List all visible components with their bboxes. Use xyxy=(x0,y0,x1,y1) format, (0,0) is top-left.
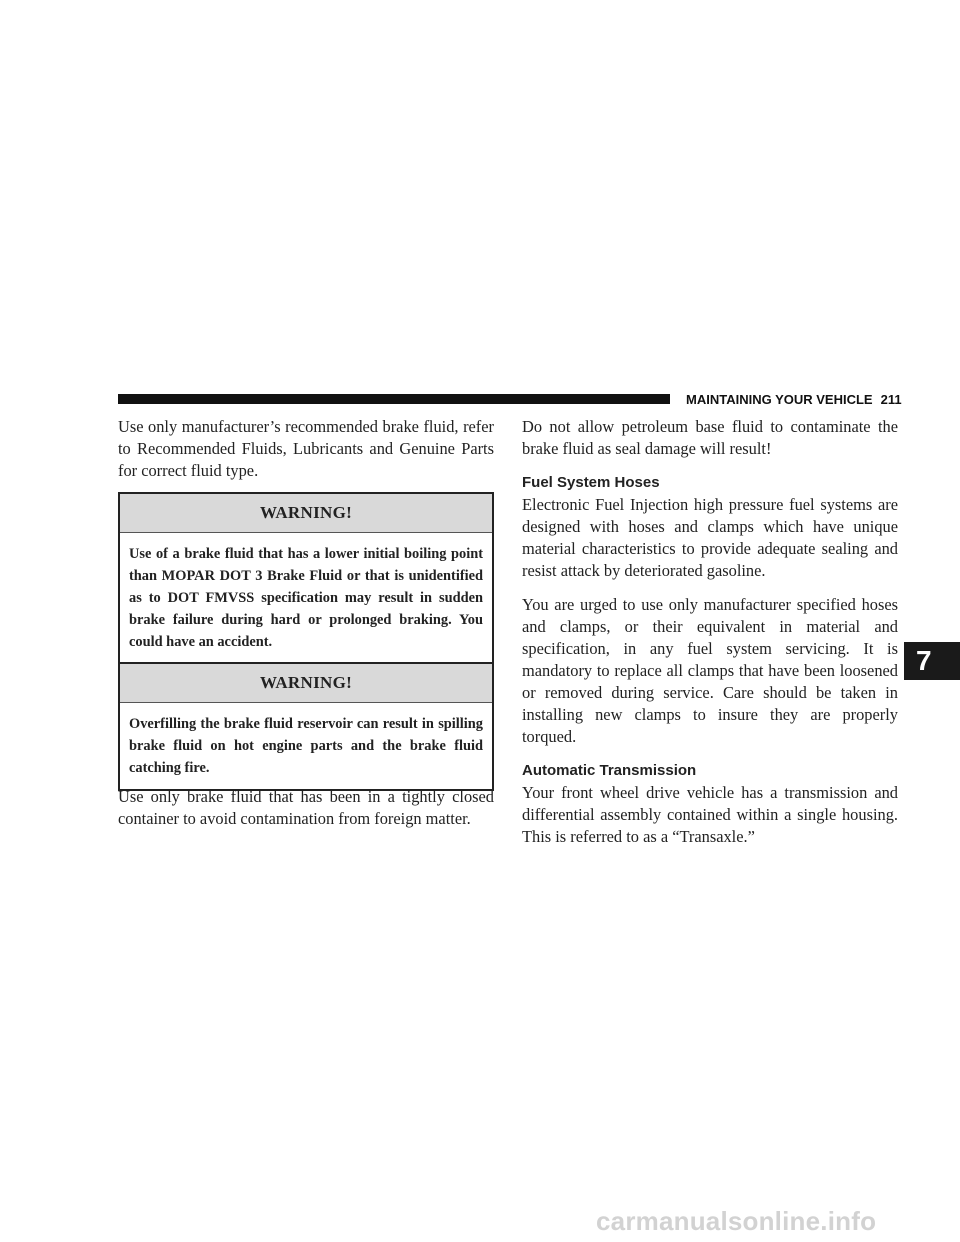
petroleum-warning-text: Do not allow petroleum base fluid to contaminate the brake fluid as seal damage will result! xyxy=(522,417,898,458)
brake-fluid-closing: Use only brake fluid that has been in a tightly closed container to avoid contamination from foreign matter. xyxy=(118,787,494,828)
fuel-system-hoses-heading: Fuel System Hoses xyxy=(522,474,660,491)
right-column xyxy=(522,416,898,848)
fuel-paragraph-1: Electronic Fuel Injection high pressure fuel systems are designed with hoses and clamps which have unique material characteristics to provide adequate sealing and resist attack by deteriorated gasoline. xyxy=(522,495,898,580)
warning-box-2 xyxy=(118,662,494,791)
section-title: MAINTAINING YOUR VEHICLE xyxy=(686,392,873,407)
chapter-tab: 7 xyxy=(904,642,960,680)
warning-box-1 xyxy=(118,492,494,665)
running-header xyxy=(686,392,900,407)
brake-fluid-intro: Use only manufacturer’s recommended brake fluid, refer to Recommended Fluids, Lubricants and Genuine Parts for correct fluid type. xyxy=(118,417,494,480)
warning-title: WARNING! xyxy=(120,664,492,703)
automatic-transmission-heading: Automatic Transmission xyxy=(522,762,697,779)
fuel-paragraph-2: You are urged to use only manufacturer specified hoses and clamps, or their equivalent in material and specification, in any fuel system servicing. It is mandatory to replace all clamps that have been loosened or removed during service. Care should be taken in installing new clamps to insure they are properly torqued. xyxy=(522,595,898,746)
warning-body: Use of a brake fluid that has a lower initial boiling point than MOPAR DOT 3 Brake Fluid or that is unidentified as to DOT FMVSS specification may result in sudden brake failure during hard or prolonged braking. You could have an accident. xyxy=(129,546,483,650)
warning-title: WARNING! xyxy=(120,494,492,533)
warning-body: Overfilling the brake fluid reservoir can result in spilling brake fluid on hot engine parts and the brake fluid catching fire. xyxy=(129,716,483,776)
left-column xyxy=(118,416,494,828)
watermark-text: carmanualsonline.info xyxy=(596,1206,877,1236)
transmission-paragraph: Your front wheel drive vehicle has a transmission and differential assembly contained within a single housing. This is referred to as a “Transaxle.” xyxy=(522,783,898,846)
page-number: 211 xyxy=(880,392,902,407)
header-rule xyxy=(118,394,670,404)
